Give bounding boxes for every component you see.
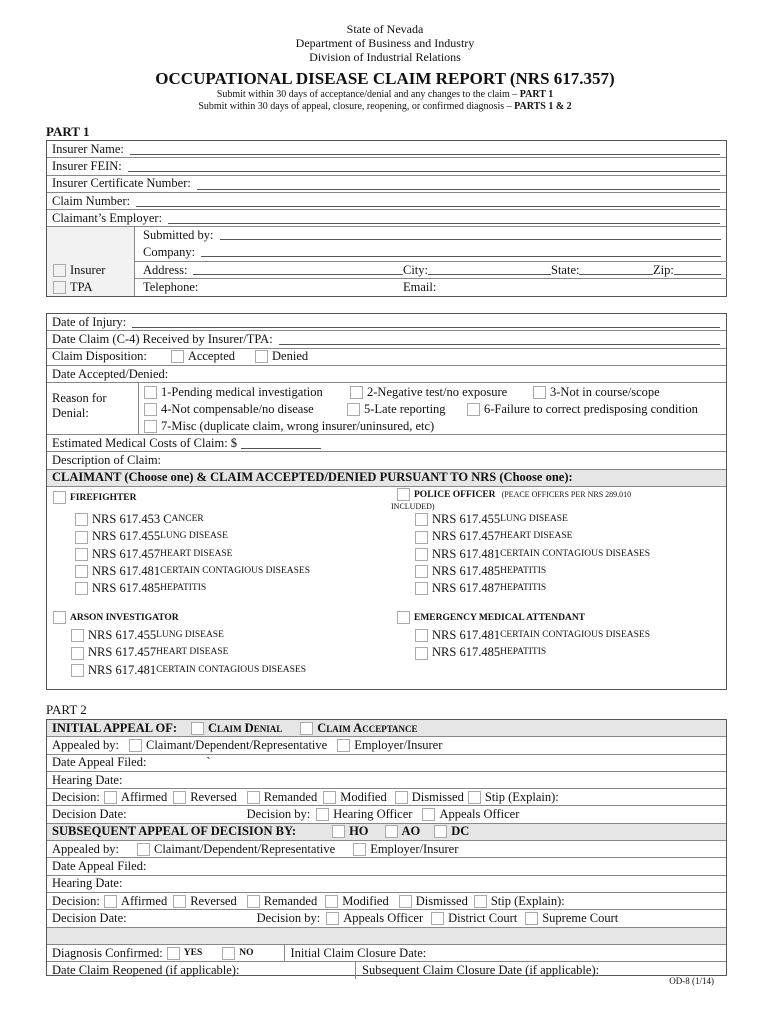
police-checkbox[interactable] — [397, 488, 410, 501]
ff-item[interactable]: NRS 617.481 CERTAIN CONTAGIOUS DISEASES — [75, 563, 310, 580]
reason-label: Reason for Denial: — [47, 383, 139, 434]
stip-checkbox-2[interactable] — [474, 895, 487, 908]
po-item-checkbox[interactable] — [415, 582, 428, 595]
ar-item[interactable]: NRS 617.455 LUNG DISEASE — [71, 627, 306, 644]
firefighter-checkbox[interactable] — [53, 491, 66, 504]
reversed-checkbox[interactable] — [173, 791, 186, 804]
part1-label: PART 1 — [46, 124, 90, 139]
hearing-officer-checkbox[interactable] — [316, 808, 329, 821]
insurer-cert-field[interactable] — [197, 178, 720, 190]
row-divider — [135, 278, 727, 279]
row-divider — [135, 261, 727, 262]
accepted-checkbox[interactable] — [171, 350, 184, 363]
employer-ins-checkbox[interactable] — [337, 739, 350, 752]
em-item[interactable]: NRS 617.485 HEPATITIS — [415, 644, 650, 661]
ema-list — [415, 627, 650, 662]
description-row: Description of Claim: — [47, 452, 726, 469]
ema-checkbox[interactable] — [397, 611, 410, 624]
insurer-cert-row: Insurer Certificate Number: — [47, 176, 726, 193]
insurer-fein-field[interactable] — [128, 160, 720, 172]
claim-acceptance-checkbox[interactable] — [300, 722, 313, 735]
department-line: Department of Business and Industry — [295, 36, 475, 50]
date-injury-row: Date of Injury: — [47, 314, 726, 331]
ar-item[interactable]: NRS 617.481 CERTAIN CONTAGIOUS DISEASES — [71, 662, 306, 679]
ff-item-checkbox[interactable] — [75, 582, 88, 595]
tpa-option[interactable]: TPA — [53, 280, 92, 295]
date-c4-field[interactable] — [279, 333, 720, 345]
reason-1[interactable]: 1-Pending medical investigation — [144, 385, 323, 400]
form-id: OD-8 (1/14) — [669, 976, 714, 986]
submitter-section — [47, 227, 726, 296]
em-item-checkbox[interactable] — [415, 629, 428, 642]
claim-denial-checkbox[interactable] — [191, 722, 204, 735]
claim-number-field[interactable] — [136, 195, 720, 207]
email-label: Email: — [403, 280, 437, 295]
police-list — [415, 511, 650, 597]
date-injury-field[interactable] — [132, 316, 720, 328]
decision-row-2: Decision: Affirmed Reversed Remanded Modified Dismissed Stip (Explain): — [47, 893, 726, 910]
dismissed-checkbox-2[interactable] — [399, 895, 412, 908]
po-item[interactable]: NRS 617.457 HEART DISEASE — [415, 528, 650, 545]
arson-list — [71, 627, 306, 679]
claim-box — [46, 313, 727, 690]
stip-checkbox[interactable] — [468, 791, 481, 804]
reason-5-checkbox[interactable] — [347, 403, 360, 416]
ar-item-checkbox[interactable] — [71, 629, 84, 642]
part2-label: PART 2 — [46, 702, 87, 717]
decision-date-row-2: Decision Date: Decision by: Appeals Officer District Court Supreme Court — [47, 910, 726, 927]
em-item-checkbox[interactable] — [415, 647, 428, 660]
date-accepted-row: Date Accepted/Denied: — [47, 366, 726, 383]
po-item-checkbox[interactable] — [415, 548, 428, 561]
po-item-checkbox[interactable] — [415, 513, 428, 526]
zip-label: Zip: — [653, 263, 674, 278]
ar-item[interactable]: NRS 617.457 HEART DISEASE — [71, 644, 306, 661]
reason-2-checkbox[interactable] — [350, 386, 363, 399]
division-line: Division of Industrial Relations — [309, 50, 461, 64]
ff-item[interactable]: NRS 617.485 HEPATITIS — [75, 580, 310, 597]
firefighter-option[interactable]: FIREFIGHTER — [53, 491, 137, 504]
district-court-checkbox[interactable] — [431, 912, 444, 925]
insurer-name-row: Insurer Name: — [47, 141, 726, 158]
po-item[interactable]: NRS 617.455 LUNG DISEASE — [415, 511, 650, 528]
diagnosis-row: Diagnosis Confirmed: YES NO Initial Claim Closure Date: — [47, 945, 726, 962]
address-row: Address: — [143, 263, 727, 278]
po-item-checkbox[interactable] — [415, 565, 428, 578]
subsequent-appeal-row: SUBSEQUENT APPEAL OF DECISION BY: HO AO DC — [47, 824, 726, 841]
reversed-checkbox-2[interactable] — [173, 895, 186, 908]
subtitle-1: Submit within 30 days of acceptance/denial and any changes to the claim – PART 1 — [216, 89, 554, 100]
po-item[interactable]: NRS 617.481 CERTAIN CONTAGIOUS DISEASES — [415, 546, 650, 563]
arson-option[interactable]: ARSON INVESTIGATOR — [53, 611, 179, 624]
reason-4-checkbox[interactable] — [144, 403, 157, 416]
police-note: INCLUDED) — [391, 502, 435, 512]
affirmed-checkbox[interactable] — [104, 791, 117, 804]
decision-row: Decision: Affirmed Reversed Remanded Modified Dismissed Stip (Explain): — [47, 789, 726, 806]
ho-checkbox[interactable] — [332, 825, 345, 838]
reason-7[interactable]: 7-Misc (duplicate claim, wrong insurer/uninsured, etc) — [144, 419, 434, 434]
hearing-date-row: Hearing Date: — [47, 772, 726, 789]
modified-checkbox-2[interactable] — [325, 895, 338, 908]
reason-2[interactable]: 2-Negative test/no exposure — [350, 385, 507, 400]
ff-item-checkbox[interactable] — [75, 548, 88, 561]
reason-5[interactable]: 5-Late reporting — [347, 402, 446, 417]
po-item-checkbox[interactable] — [415, 531, 428, 544]
supreme-court-checkbox[interactable] — [525, 912, 538, 925]
ff-item-checkbox[interactable] — [75, 513, 88, 526]
no-checkbox[interactable] — [222, 947, 235, 960]
insurer-checkbox[interactable] — [53, 264, 66, 277]
ar-item-checkbox[interactable] — [71, 647, 84, 660]
reason-6-checkbox[interactable] — [467, 403, 480, 416]
ff-item-checkbox[interactable] — [75, 531, 88, 544]
disposition-row: Claim Disposition: Accepted Denied — [47, 349, 726, 366]
appeal-box — [46, 719, 727, 976]
reopened-row: Date Claim Reopened (if applicable): Subsequent Claim Closure Date (if applicable): — [52, 963, 600, 978]
state-label: State: — [551, 263, 580, 278]
insurer-fein-row: Insurer FEIN: — [47, 158, 726, 175]
est-costs-field[interactable] — [241, 437, 321, 449]
claimant-dep-checkbox-2[interactable] — [137, 843, 150, 856]
submitted-by-row: Submitted by: — [143, 228, 727, 243]
claimant-dep-checkbox[interactable] — [129, 739, 142, 752]
date-appeal-row: Date Appeal Filed: ` — [47, 755, 726, 772]
firefighter-list — [75, 511, 310, 597]
tpa-checkbox[interactable] — [53, 281, 66, 294]
spacer-row — [47, 928, 726, 945]
insurer-option[interactable]: Insurer — [53, 263, 105, 278]
affirmed-checkbox-2[interactable] — [104, 895, 117, 908]
insurer-name-field[interactable] — [130, 143, 720, 155]
remanded-checkbox-2[interactable] — [247, 895, 260, 908]
date-c4-row: Date Claim (C-4) Received by Insurer/TPA: — [47, 331, 726, 348]
ao-checkbox[interactable] — [385, 825, 398, 838]
employer-row: Claimant’s Employer: — [47, 210, 726, 227]
appealed-by-row: Appealed by: Claimant/Dependent/Representative Employer/Insurer — [47, 737, 726, 754]
denied-checkbox[interactable] — [255, 350, 268, 363]
reason-4[interactable]: 4-Not compensable/no disease — [144, 402, 314, 417]
date-appeal-row-2: Date Appeal Filed: — [47, 858, 726, 875]
employer-ins-checkbox-2[interactable] — [353, 843, 366, 856]
modified-checkbox[interactable] — [323, 791, 336, 804]
arson-checkbox[interactable] — [53, 611, 66, 624]
ff-item[interactable]: NRS 617.453 C ANCER — [75, 511, 310, 528]
city-label: City: — [403, 263, 429, 278]
yes-checkbox[interactable] — [167, 947, 180, 960]
reason-6[interactable]: 6-Failure to correct predisposing condition — [467, 402, 698, 417]
ar-item-checkbox[interactable] — [71, 664, 84, 677]
est-costs-row: Estimated Medical Costs of Claim: $ — [47, 435, 726, 452]
form-header — [0, 22, 770, 113]
appeals-officer-checkbox-2[interactable] — [326, 912, 339, 925]
state-line: State of Nevada — [346, 22, 424, 36]
claimant-header: CLAIMANT (Choose one) & CLAIM ACCEPTED/DENIED PURSUANT TO NRS (Choose one): — [47, 470, 726, 487]
ff-item-checkbox[interactable] — [75, 565, 88, 578]
reason-3[interactable]: 3-Not in course/scope — [533, 385, 660, 400]
form-title: OCCUPATIONAL DISEASE CLAIM REPORT (NRS 617.357) — [155, 69, 615, 88]
insurer-box — [46, 140, 727, 297]
reason-3-checkbox[interactable] — [533, 386, 546, 399]
initial-appeal-row: INITIAL APPEAL OF: Claim Denial Claim Acceptance — [47, 720, 726, 737]
claim-number-row: Claim Number: — [47, 193, 726, 210]
ff-item[interactable]: NRS 617.455 LUNG DISEASE — [75, 528, 310, 545]
address-field[interactable] — [193, 263, 721, 275]
remanded-checkbox[interactable] — [247, 791, 260, 804]
employer-field[interactable] — [168, 212, 720, 224]
dc-checkbox[interactable] — [434, 825, 447, 838]
reason-7-checkbox[interactable] — [144, 420, 157, 433]
appeals-officer-checkbox[interactable] — [422, 808, 435, 821]
dismissed-checkbox[interactable] — [395, 791, 408, 804]
subtitle-2: Submit within 30 days of appeal, closure, reopening, or confirmed diagnosis – PARTS 1 & 2 — [198, 101, 572, 112]
ema-option[interactable]: EMERGENCY MEDICAL ATTENDANT — [397, 611, 585, 624]
reason-1-checkbox[interactable] — [144, 386, 157, 399]
po-item[interactable]: NRS 617.485 HEPATITIS — [415, 563, 650, 580]
em-item[interactable]: NRS 617.481 CERTAIN CONTAGIOUS DISEASES — [415, 627, 650, 644]
decision-date-row: Decision Date: Decision by: Hearing Officer Appeals Officer — [47, 806, 726, 823]
po-item[interactable]: NRS 617.487 HEPATITIS — [415, 580, 650, 597]
hearing-date-row-2: Hearing Date: — [47, 876, 726, 893]
company-field[interactable] — [201, 245, 721, 257]
company-row: Company: — [143, 245, 727, 260]
claimant-section — [47, 487, 726, 683]
police-option[interactable]: POLICE OFFICER (PEACE OFFICERS PER NRS 289.010 — [397, 488, 631, 501]
reason-section — [47, 383, 726, 435]
telephone-label: Telephone: — [143, 280, 199, 295]
appealed-by-row-2: Appealed by: Claimant/Dependent/Representative Employer/Insurer — [47, 841, 726, 858]
ff-item[interactable]: NRS 617.457 HEART DISEASE — [75, 546, 310, 563]
submitted-by-field[interactable] — [220, 228, 722, 240]
